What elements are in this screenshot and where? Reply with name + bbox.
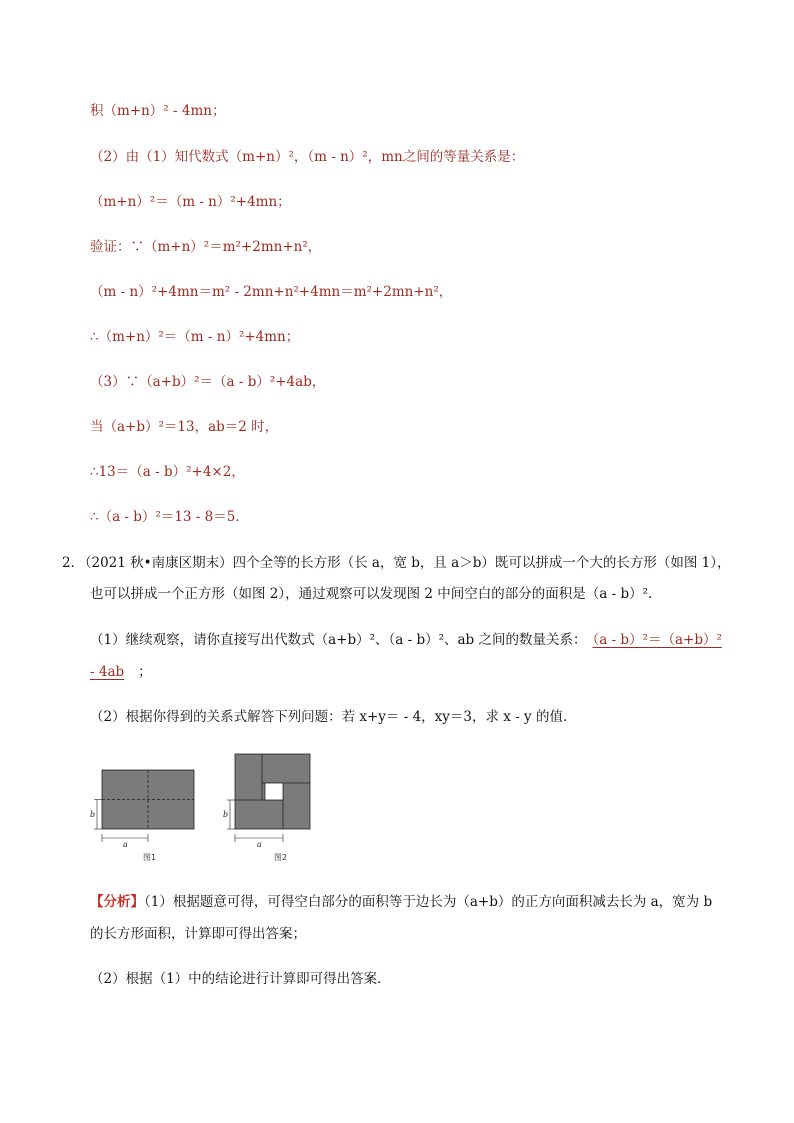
fig2-center-blank <box>265 783 283 800</box>
solution-line-2: （2）由（1）知代数式（m+n）²，（m - n）²，mn之间的等量关系是： <box>90 149 525 165</box>
analysis-line-2: 的长方形面积，计算即可得出答案； <box>90 926 306 942</box>
solution-line-4: 验证：∵（m+n）²＝m²+2mn+n²， <box>90 239 322 255</box>
solution-line-1: 积（m+n）² - 4mn； <box>90 103 226 119</box>
fig2-b-label: b <box>223 810 229 819</box>
fig1-a-label: a <box>123 840 128 849</box>
question-1-prefix: （1）继续观察，请你直接写出代数式（a+b）²、（a - b）²、ab 之间的数量关系： <box>90 632 587 648</box>
solution-line-5: （m - n）²+4mn＝m² - 2mn+n²+4mn＝m²+2mn+n²， <box>90 284 453 300</box>
fig1-caption: 图1 <box>143 853 157 862</box>
question-1-answer-part-b: - 4ab <box>90 664 125 680</box>
figures-svg <box>88 748 328 866</box>
solution-line-8: 当（a+b）²＝13，ab＝2 时， <box>90 419 279 435</box>
question-1-continued <box>90 662 152 682</box>
question-1-answer-part-a: （a - b）²＝（a+b）² <box>592 632 722 648</box>
question-1-suffix: ； <box>138 664 152 680</box>
solution-line-9: ∴13＝（a - b）²+4×2， <box>90 464 245 480</box>
solution-line-10: ∴（a - b）²＝13 - 8＝5． <box>90 509 249 525</box>
solution-line-7: （3）∵（a+b）²＝（a - b）²+4ab， <box>90 374 326 390</box>
fig1-b-label: b <box>90 810 96 819</box>
solution-line-3: （m+n）²＝（m - n）²+4mn； <box>90 194 291 210</box>
figure-2 <box>223 754 310 862</box>
analysis-line-3: （2）根据（1）中的结论进行计算即可得出答案． <box>90 971 391 987</box>
problem-number: 2． <box>62 555 85 571</box>
solution-line-6: ∴（m+n）²＝（m - n）²+4mn； <box>90 329 300 345</box>
fig2-caption: 图2 <box>274 853 288 862</box>
figure-1 <box>90 770 194 862</box>
problem-line-1: （2021 秋•南康区期末）四个全等的长方形（长 a，宽 b，且 a＞b）既可以拼成一个大的长方形（如图 1）， <box>78 555 731 571</box>
figure-area <box>88 748 328 866</box>
question-1-text <box>90 630 722 650</box>
analysis-line-1 <box>90 892 712 912</box>
analysis-tag: 【分析】 <box>90 894 144 910</box>
analysis-text-1: （1）根据题意可得，可得空白部分的面积等于边长为（a+b）的正方向面积减去长为 a，宽为 b <box>144 894 713 910</box>
fig2-a-label: a <box>257 840 262 849</box>
question-2-text: （2）根据你得到的关系式解答下列问题：若 x+y＝ - 4，xy＝3，求 x - y 的值． <box>90 709 577 725</box>
problem-line-2: 也可以拼成一个正方形（如图 2），通过观察可以发现图 2 中间空白的部分的面积是（a - b）². <box>90 586 653 602</box>
